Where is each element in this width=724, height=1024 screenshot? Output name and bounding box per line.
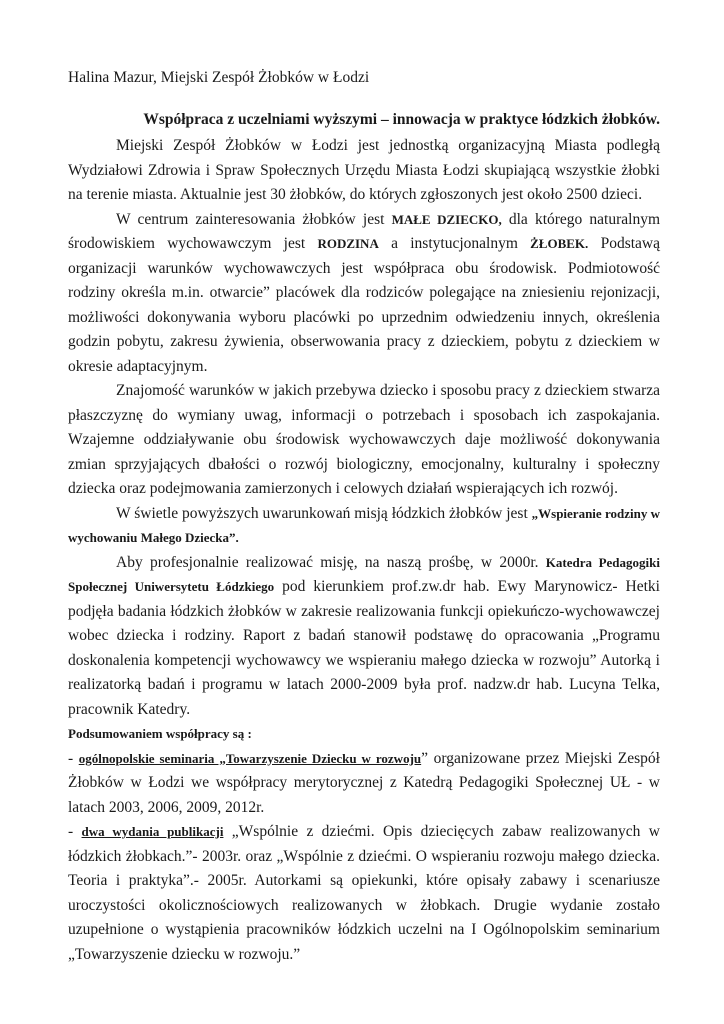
underlined-term-publications: dwa wydania publikacji <box>81 824 224 839</box>
bold-term-male-dziecko: MAŁE DZIECKO, <box>391 211 502 227</box>
text-segment: dla którego naturalnym środowiskiem wychowawczym jest <box>68 210 661 252</box>
list-item-publications <box>68 820 660 967</box>
list-dash: - <box>68 749 79 767</box>
paragraph-center-of-interest <box>68 208 660 380</box>
underlined-term-seminars: ogólnopolskie seminaria „Towarzyszenie Dziecku w rozwoju <box>78 750 422 766</box>
bold-term-rodzina: RODZINA <box>317 236 379 251</box>
list-item-seminars <box>68 747 660 821</box>
mission-statement: „Wspieranie rodziny w wychowaniu Małego Dziecka”. <box>68 505 660 545</box>
list-dash: - <box>68 823 82 840</box>
paragraph-mission <box>68 502 660 551</box>
text-segment: pod kierunkiem prof.zw.dr hab. Ewy Marynowicz- Hetki podjęła badania łódzkich żłobków w zakresie realizowania funkcji opiekuńczo-wychowawczej wobec dziecka i rodziny. Raport z badań stanowił podstawę do opracowania „Programu doskonalenia kompetencji wychowawcy we wspieraniu małego dziecka w rozwoju” Autorką i realizatorką badań i programu w latach 2000-2009 była prof. nadzw.dr hab. Lucyna Telka, pracownik Katedry. <box>68 578 660 718</box>
bold-term-zlobek: ŻŁOBEK. <box>530 236 589 251</box>
text-segment: „Wspólnie z dziećmi. Opis dziecięcych zabaw realizowanych w łódzkich żłobkach.”- 2003r. oraz „Wspólnie z dziećmi. O wspieraniu rozwoju małego dziecka. Teoria i praktyka”.- 2005r. Autorkami są opiekunki, które opisały zabawy i scenariusze uroczystości okolicznościowych realizowanych w żłobkach. Drugie wydanie zostało uzupełnione o wystąpienia pracowników łódzkich uczelni na I Ogólnopolskim seminarium „Towarzyszenie dziecku w rozwoju.” <box>68 823 660 963</box>
summary-heading: Podsumowaniem współpracy są : <box>68 726 252 741</box>
text-segment: W świetle powyższych uwarunkowań misją łódzkich żłobków jest <box>116 504 532 522</box>
paragraph-research <box>68 551 660 723</box>
paragraph-intro: Miejski Zespół Żłobków w Łodzi jest jednostką organizacyjną Miasta podległą Wydziałowi Zdrowia i Spraw Społecznych Urzędu Miasta Łodzi skupiającą wszystkie żłobki na terenie miasta. Aktualnie jest 30 żłobków, do których zgłoszonych jest około 2500 dzieci. <box>68 137 660 203</box>
text-segment: ” organizowane przez Miejski Zespół Żłobków w Łodzi we współpracy merytorycznej z Katedrą Pedagogiki Społecznej UŁ - w latach 2003, 2006, 2009, 2012r. <box>68 749 660 816</box>
text-segment: W centrum zainteresowania żłobków jest <box>116 210 392 228</box>
text-segment: a instytucjonalnym <box>378 235 531 252</box>
bold-term-katedra: Katedra Pedagogiki Społecznej Uniwersytetu Łódzkiego <box>68 554 660 594</box>
paragraph-knowledge: Znajomość warunków w jakich przebywa dziecko i sposobu pracy z dzieckiem stwarza płaszczyznę do wymiany uwag, informacji o potrzebach i sposobach ich zaspokajania. Wzajemne oddziaływanie obu środowisk wychowawczych daje możliwość dokonywania zmian sprzyjających dbałości o rozwój biologiczny, emocjonalny, kulturalny i społeczny dziecka oraz podejmowania zamierzonych i celowych działań wspierających ich rozwój. <box>68 382 660 497</box>
text-segment: Podstawą organizacji warunków wychowawczych jest współpraca obu środowisk. Podmiotowość rodziny określa m.in. otwarcie” placówek dla rodziców polegające na zniesieniu rejonizacji, możliwości dokonywania wyboru placówki po uprzednim odwiedzeniu innych, określenia godzin pobytu, zakresu żywienia, obserwowania pracy z dzieckiem, pobytu z dzieckiem w okresie adaptacyjnym. <box>68 235 660 375</box>
document-title: Współpraca z uczelniami wyższymi – innowacja w praktyce łódzkich żłobków. <box>143 110 660 128</box>
text-segment: Aby profesjonalnie realizować misję, na naszą prośbę, w 2000r. <box>116 553 546 571</box>
author-line: Halina Mazur, Miejski Zespół Żłobków w Łodzi <box>68 69 370 86</box>
